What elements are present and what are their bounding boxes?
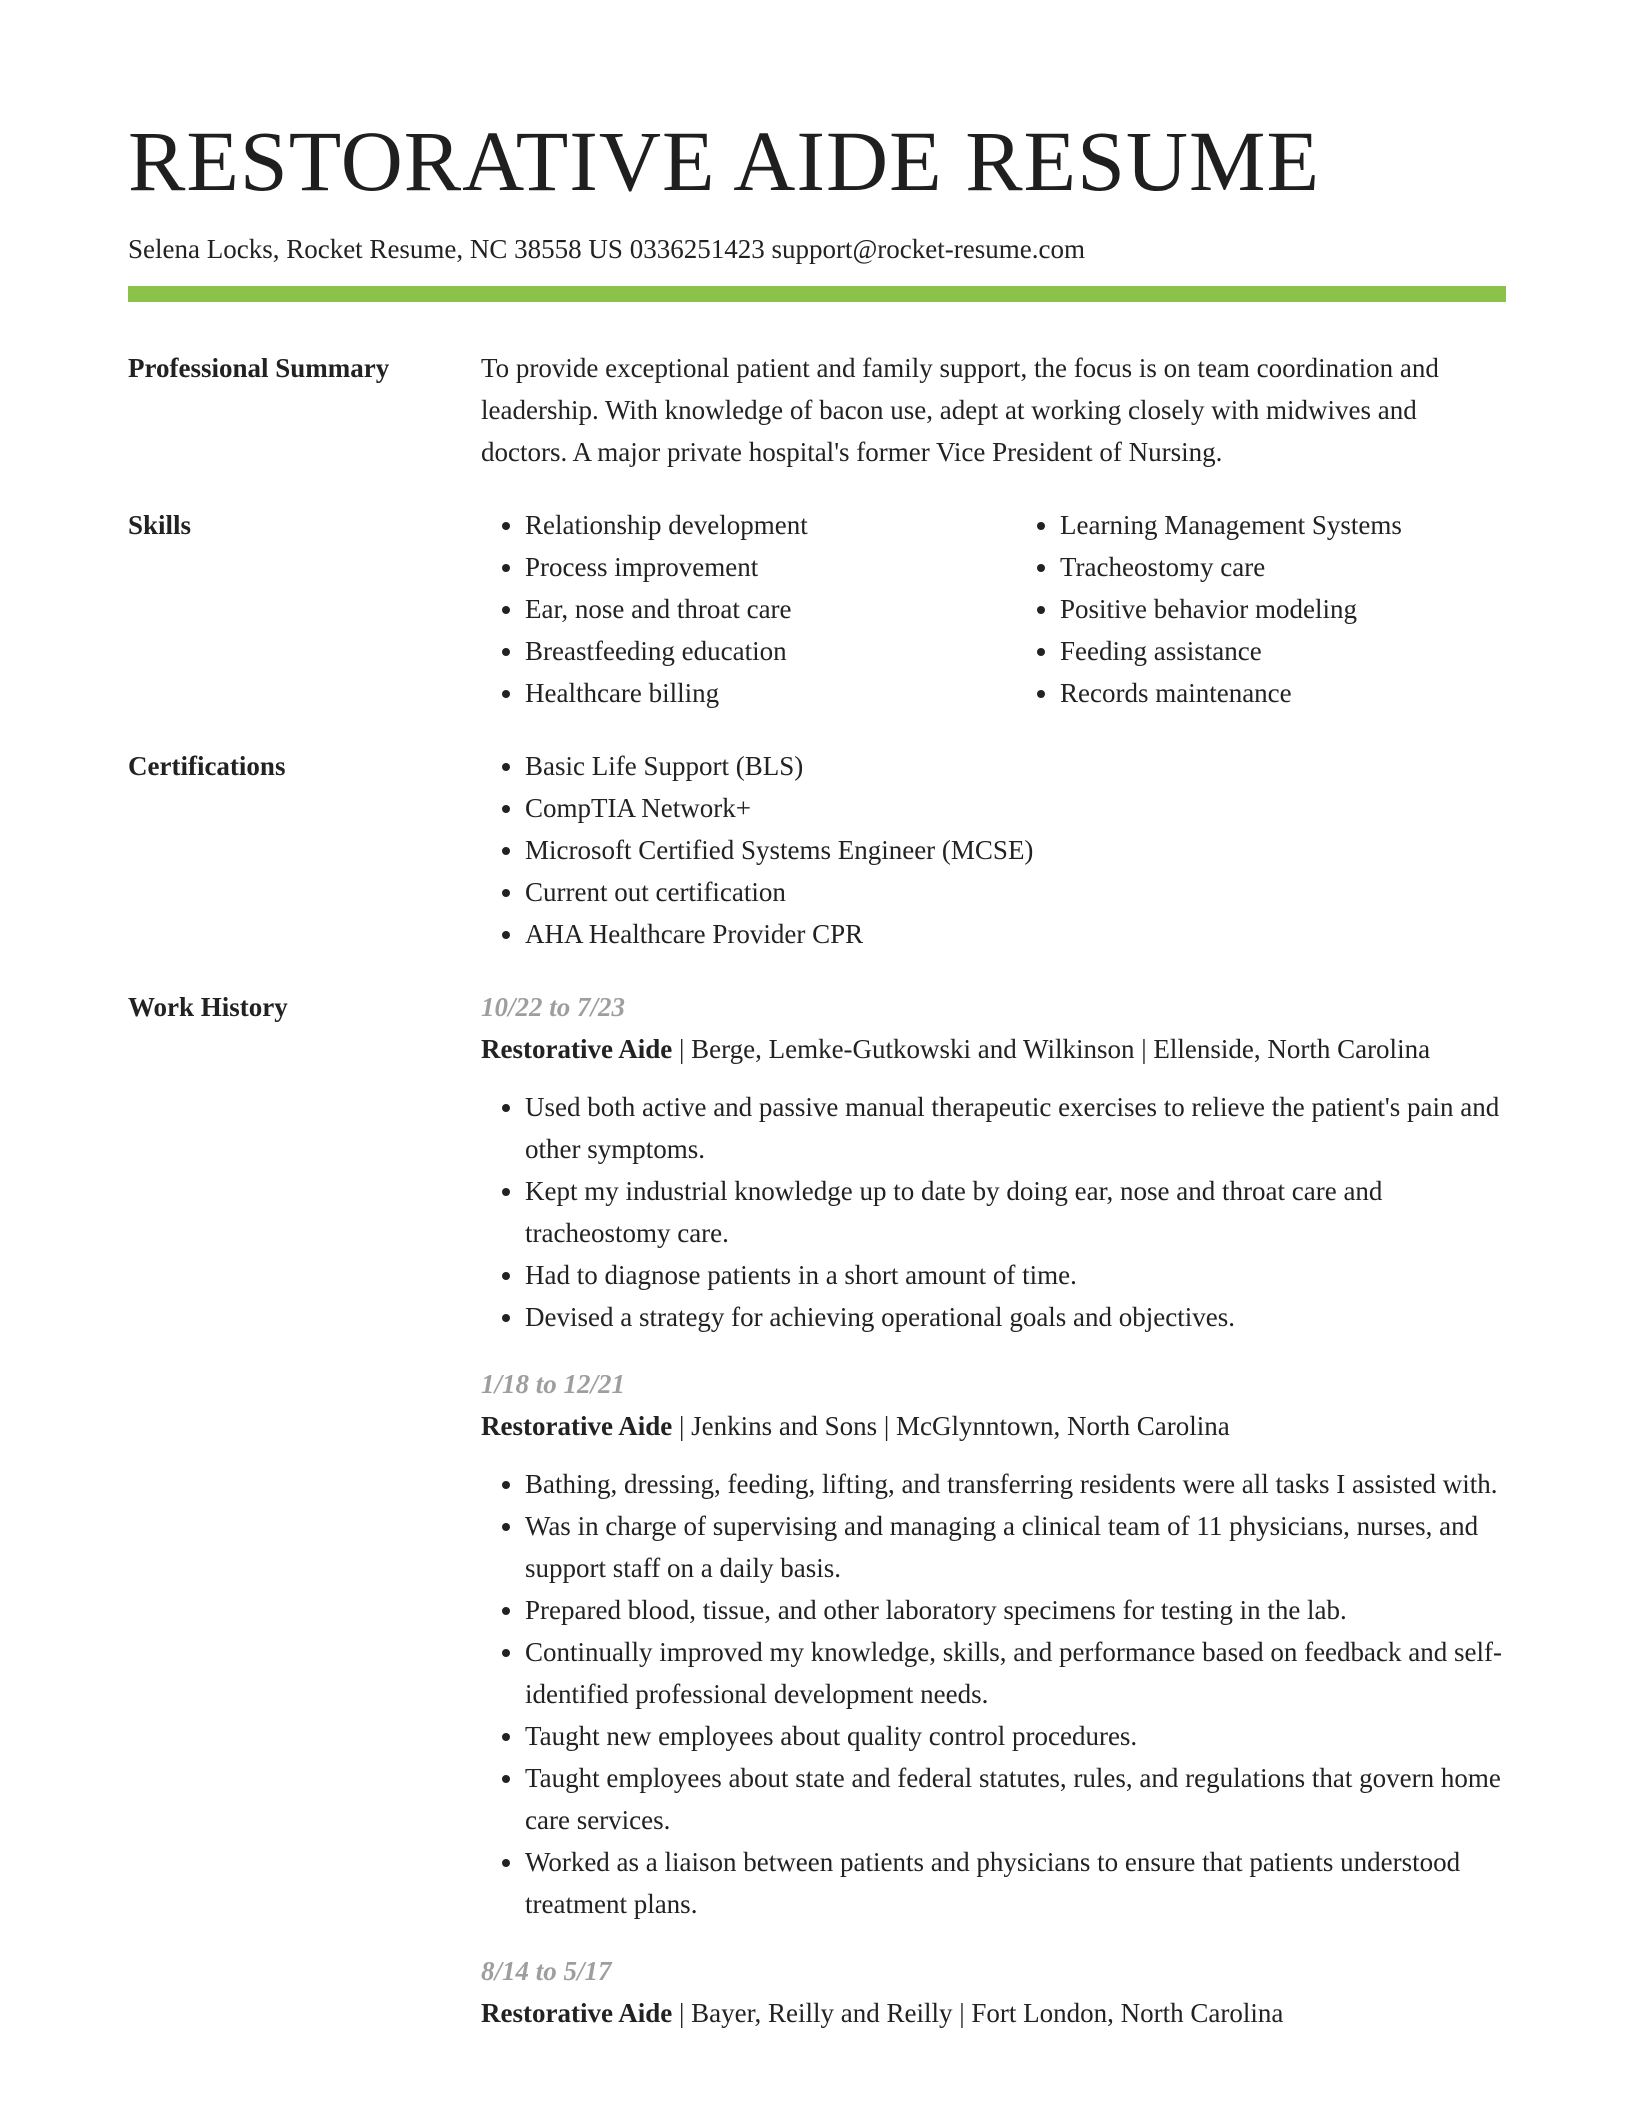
skill-item: • Learning Management Systems [1060, 504, 1506, 546]
skill-item: • Process improvement [525, 546, 971, 588]
job-title: Restorative Aide [481, 1998, 673, 2028]
skill-item: • Breastfeeding education [525, 630, 971, 672]
job-date: 1/18 to 12/21 [481, 1369, 626, 1399]
skills-list-left [481, 504, 971, 714]
certification-item: • CompTIA Network+ [525, 787, 1506, 829]
job-bullet: • Taught new employees about quality control procedures. [525, 1715, 1506, 1757]
contact-line: Selena Locks, Rocket Resume, NC 38558 US 0336251423 support@rocket-resume.com [128, 234, 1085, 264]
job-bullet: • Continually improved my knowledge, skills, and performance based on feedback and self-identified professional development needs. [525, 1631, 1506, 1715]
skill-item: • Feeding assistance [1060, 630, 1506, 672]
skill-item: • Ear, nose and throat care [525, 588, 971, 630]
job-heading [481, 1405, 1506, 1447]
skills-section [128, 504, 1506, 714]
job-bullet: • Devised a strategy for achieving operational goals and objectives. [525, 1296, 1506, 1338]
job-title: Restorative Aide [481, 1034, 673, 1064]
job-date: 10/22 to 7/23 [481, 992, 626, 1022]
certifications-list [481, 745, 1506, 955]
accent-divider [128, 286, 1506, 302]
job-heading [481, 1028, 1506, 1070]
job-bullet: • Taught employees about state and federal statutes, rules, and regulations that govern home care services. [525, 1757, 1506, 1841]
summary-text: To provide exceptional patient and family support, the focus is on team coordination and leadership. With knowledge of bacon use, adept at working closely with midwives and doctors. A major private hospital's former Vice President of Nursing. [481, 353, 1439, 467]
work-history-body [481, 986, 1506, 2059]
skills-label: Skills [128, 510, 192, 540]
job-bullet: • Was in charge of supervising and managing a clinical team of 11 physicians, nurses, and support staff on a daily basis. [525, 1505, 1506, 1589]
job-date: 8/14 to 5/17 [481, 1956, 612, 1986]
job-details: | Bayer, Reilly and Reilly | Fort London, North Carolina [672, 1998, 1284, 2028]
job-bullets [481, 1463, 1506, 1925]
resume-title: RESTORATIVE AIDE RESUME [128, 113, 1321, 209]
certification-item: • Basic Life Support (BLS) [525, 745, 1506, 787]
job-heading [481, 1992, 1506, 2034]
summary-label: Professional Summary [128, 353, 390, 383]
certifications-label: Certifications [128, 751, 286, 781]
skills-body [481, 504, 1506, 714]
job-bullets [481, 1086, 1506, 1338]
summary-section [128, 347, 1506, 473]
certifications-body [481, 745, 1506, 955]
skill-item: • Positive behavior modeling [1060, 588, 1506, 630]
skill-item: • Tracheostomy care [1060, 546, 1506, 588]
skill-item: • Healthcare billing [525, 672, 971, 714]
certifications-section [128, 745, 1506, 955]
skill-item: • Relationship development [525, 504, 971, 546]
certification-item: • AHA Healthcare Provider CPR [525, 913, 1506, 955]
skills-list-right [1016, 504, 1506, 714]
job-bullet: • Worked as a liaison between patients and physicians to ensure that patients understood treatment plans. [525, 1841, 1506, 1925]
certification-item: • Current out certification [525, 871, 1506, 913]
job-bullet: • Used both active and passive manual therapeutic exercises to relieve the patient's pain and other symptoms. [525, 1086, 1506, 1170]
job-details: | Jenkins and Sons | McGlynntown, North Carolina [672, 1411, 1230, 1441]
job-entry [481, 1363, 1506, 1925]
job-details: | Berge, Lemke-Gutkowski and Wilkinson | Ellenside, North Carolina [672, 1034, 1431, 1064]
summary-body [481, 347, 1506, 473]
work-history-label: Work History [128, 992, 288, 1022]
job-bullet: • Kept my industrial knowledge up to date by doing ear, nose and throat care and tracheostomy care. [525, 1170, 1506, 1254]
job-bullet: • Bathing, dressing, feeding, lifting, and transferring residents were all tasks I assisted with. [525, 1463, 1506, 1505]
job-title: Restorative Aide [481, 1411, 673, 1441]
job-bullet: • Had to diagnose patients in a short amount of time. [525, 1254, 1506, 1296]
skill-item: • Records maintenance [1060, 672, 1506, 714]
job-bullet: • Prepared blood, tissue, and other laboratory specimens for testing in the lab. [525, 1589, 1506, 1631]
certification-item: • Microsoft Certified Systems Engineer (MCSE) [525, 829, 1506, 871]
job-entry [481, 986, 1506, 1338]
job-entry [481, 1950, 1506, 2034]
